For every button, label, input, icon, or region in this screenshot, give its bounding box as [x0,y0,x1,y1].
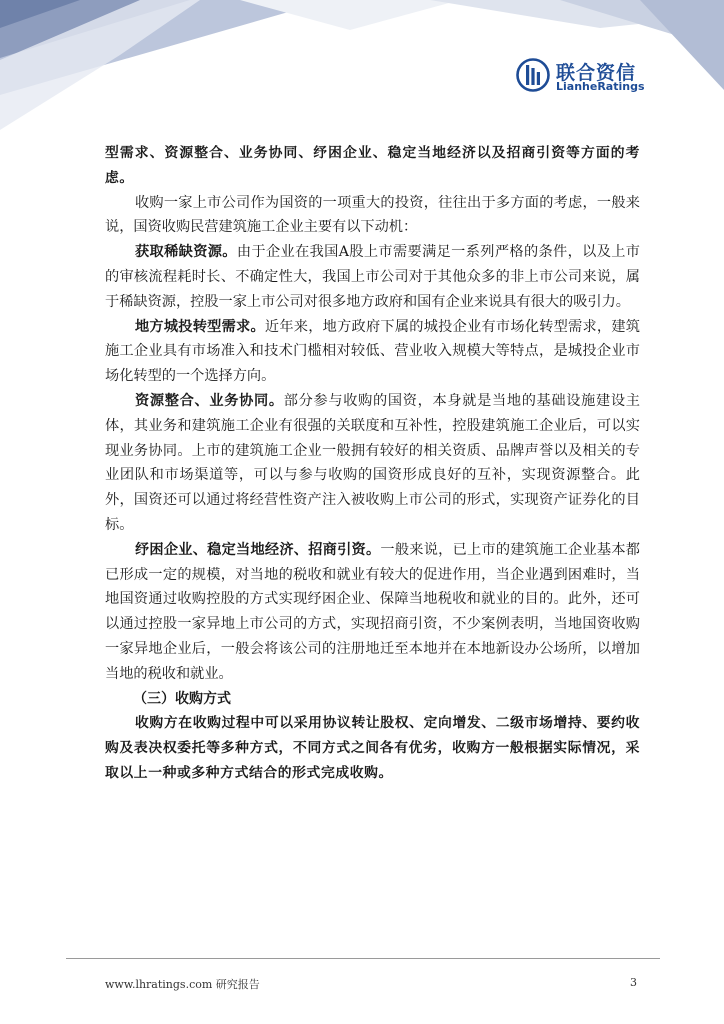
motive-text: 由于企业在我国A股上市需要满足一系列严格的条件，以及上市的审核流程耗时长、不确定性大，我国上市公司对于其他众多的非上市公司来说，属于稀缺资源，控股一家上市公司对很多地方政府和国有企业来说具有很大的吸引力。 [105,244,640,310]
motive-paragraph [105,389,640,538]
section-paragraph: 收购方在收购过程中可以采用协议转让股权、定向增发、二级市场增持、要约收购及表决权委托等多种方式，不同方式之间各有优劣，收购方一般根据实际情况，采取以上一种或多种方式结合的形式完成收购。 [105,715,640,781]
report-body [105,141,640,786]
motive-lead: 地方城投转型需求。 [135,318,265,335]
brand-name-en: LianheRatings [556,80,645,93]
motive-lead: 资源整合、业务协同。 [135,392,284,409]
motive-paragraph [105,315,640,389]
motive-paragraph [105,240,640,314]
motive-lead: 纾困企业、稳定当地经济、招商引资。 [135,541,381,558]
lianhe-logo-icon [516,58,550,92]
motive-lead: 获取稀缺资源。 [135,244,237,261]
motive-text: 一般来说，已上市的建筑施工企业基本都已形成一定的规模，对当地的税收和就业有较大的促进作用，当企业遇到困难时，当地国资通过收购控股的方式实现纾困企业、保障当地税收和就业的目的。此外，还可以通过控股一家异地上市公司的方式，实现招商引资，不少案例表明，当地国资收购一家异地企业后，一般会将该公司的注册地迁至本地并在本地新设办公场所，以增加当地的税收和就业。 [105,541,640,682]
intro-paragraph: 收购一家上市公司作为国资的一项重大的投资，往往出于多方面的考虑，一般来说，国资收购民营建筑施工企业主要有以下动机： [105,194,640,236]
motive-text: 部分参与收购的国资，本身就是当地的基础设施建设主体，其业务和建筑施工企业有很强的关联度和互补性，控股建筑施工企业后，可以实现业务协同。上市的建筑施工企业一般拥有较好的相关资质、品牌声誉以及相关的专业团队和市场渠道等，可以与参与收购的国资形成良好的互补，实现资源整合。此外，国资还可以通过将经营性资产注入被收购上市公司的形式，实现资产证券化的目标。 [105,392,640,533]
continued-heading: 型需求、资源整合、业务协同、纾困企业、稳定当地经济以及招商引资等方面的考虑。 [105,145,640,186]
page-number: 3 [630,976,637,989]
brand-logo [516,58,646,94]
footer-site-label: www.lhratings.com 研究报告 [105,978,260,991]
footer-divider [66,958,660,959]
section-heading: （三）收购方式 [133,690,231,707]
motive-paragraph [105,538,640,687]
motive-text: 近年来，地方政府下属的城投企业有市场化转型需求，建筑施工企业具有市场准入和技术门槛相对较低、营业收入规模大等特点，是城投企业市场化转型的一个选择方向。 [105,318,640,385]
brand-name-cn: 联合资信 [556,62,637,84]
